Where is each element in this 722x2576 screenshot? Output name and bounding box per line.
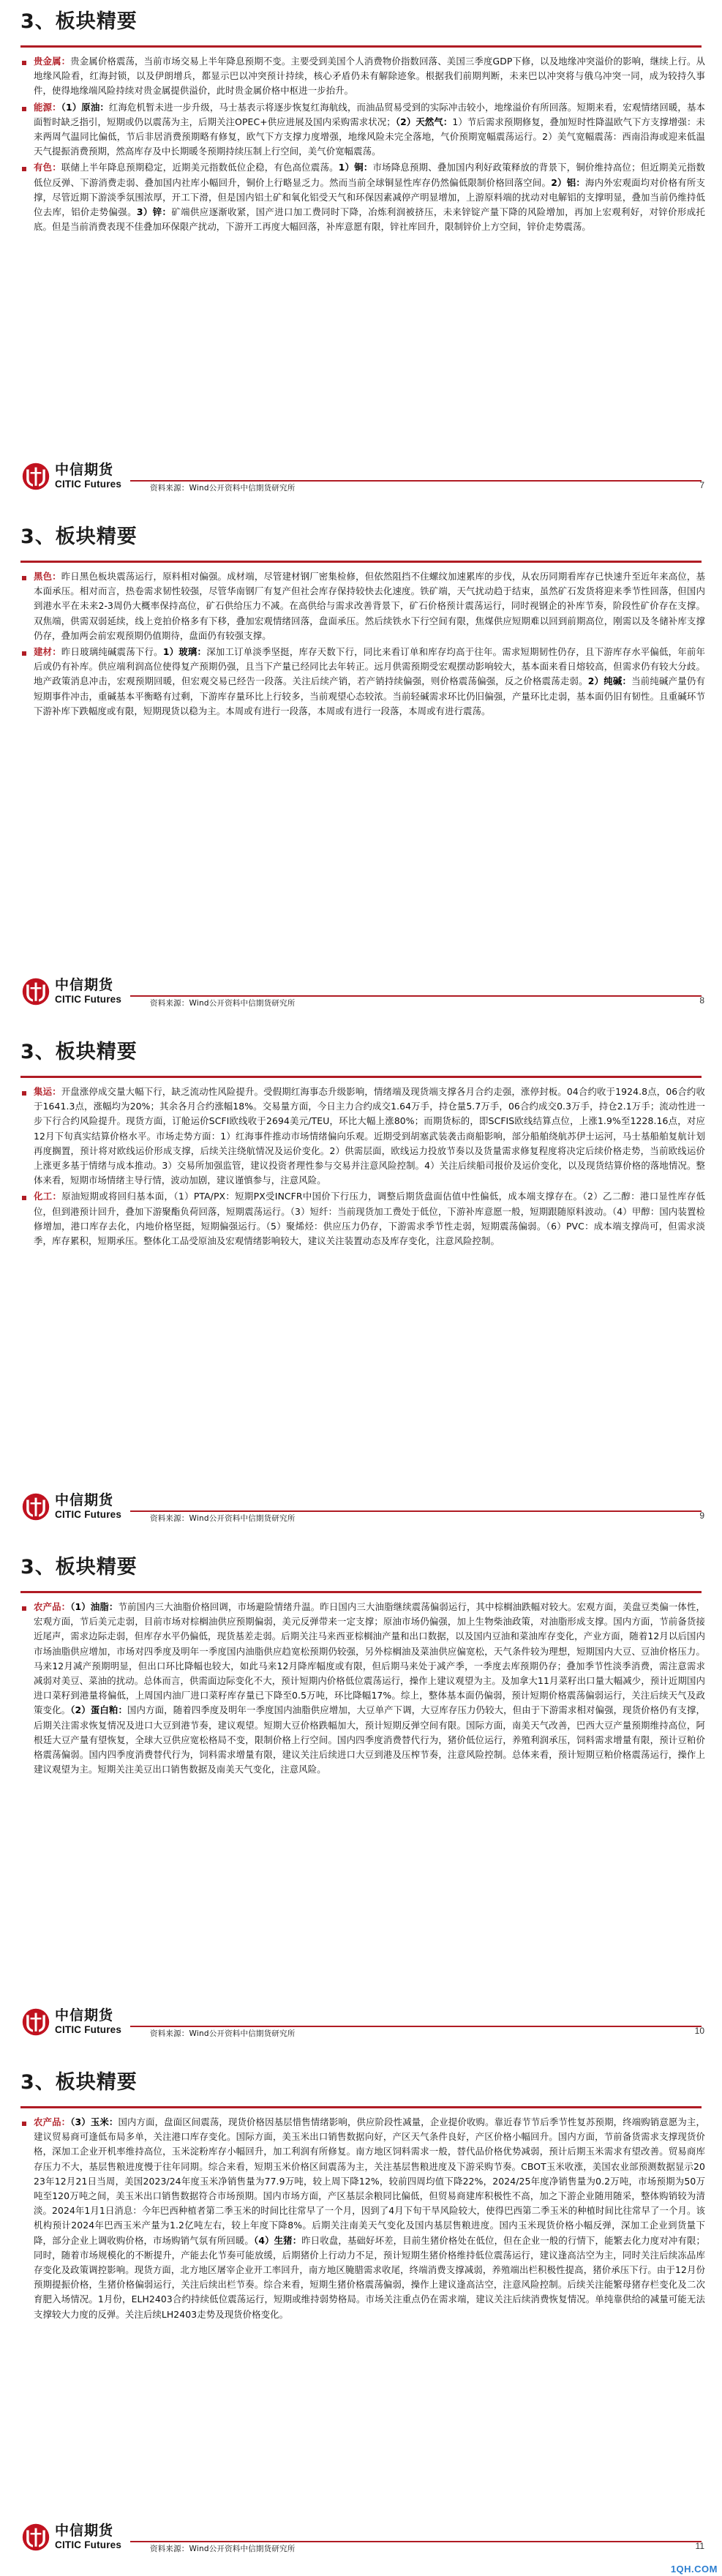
title-divider [20, 1591, 702, 1593]
title-divider [20, 1076, 702, 1078]
source-note: 资料来源：Wind公开资料中信期货研究所 [150, 482, 299, 493]
square-bullet-icon [22, 107, 26, 111]
sub-item-label: 2）铝： [551, 176, 585, 188]
brand-wordmark [55, 1494, 121, 1520]
brand-logo [22, 2523, 121, 2551]
citic-logo-icon [22, 1493, 50, 1521]
page-number: 9 [699, 1510, 704, 1521]
bullet-section [20, 1600, 705, 1777]
page-title: 3、板块精要 [20, 525, 138, 548]
citic-logo-icon [22, 463, 50, 490]
bullet-section [20, 1085, 705, 1188]
brand-logo [22, 2008, 121, 2036]
slide-footer [0, 1493, 722, 1527]
square-bullet-icon [22, 61, 26, 65]
sub-item-label: （3）玉米： [70, 2116, 119, 2127]
sub-item-label: 3）锌： [136, 206, 172, 218]
footer-divider [130, 2541, 702, 2542]
section-paragraph: 农产品：（1）油脂：节前国内三大油脂价格回调，市场避险情绪升温。昨日国内三大油脂继续震荡偏弱运行，其中棕榈油跌幅对较大。宏观方面，美盘豆类偏一体性，宏观方面，节后美元走弱，目前市场对棕榈油供应预期偏弱，美元反弹带来一定支撑；原油市场仍偏强，加上生物柴油政策，对油脂形成支撑。国内方面，节前备货接近尾声，需求边际走弱，但库存水平仍偏低，现货基差走弱。后期关注马来西亚棕榈油产量和出口数据，以及国内豆油和菜油库存变化，产业方面，随着12月以后国内市场油脂供应增加，市场对四季度及明年一季度国内油脂供应趋宽松预期仍较强，另外棕榈油及菜油供应偏宽松，天气条件较为理想，短期国内大豆、豆油价格压力。马来12月减产预期明显，但出口环比降幅也较大，如此马来12月降库幅度或有限，但后期马来处于减产季，一季度去库预期仍存；叠加季节性淡季消费，需注意需求减弱对美豆、菜油的扰动。总体而言，供需面边际变化不大，预计短期内价格低位震荡运行，操作上建议观望为主。及加拿大11月菜籽出口量大幅减少，预计近期国内进口菜籽到港量将偏低，上周国内油厂进口菜籽库存量已下降至0.5万吨，环比降幅17%。综上，整体基本面仍偏弱，预计短期价格震荡偏弱运行，关注后续天气及政策变化。（2）蛋白粕：国内方面，随着四季度及明年一季度国内油脂供应增加，大豆单产下调，大豆库存压力仍较大，但由于下游需求相对偏强，现货价格仍有支撑，后期关注需求恢复情况及进口大豆到港节奏，建议观望。短期大豆价格跌幅加大，预计短期反弹空间有限。国际方面，南美天气改善，巴西大豆产量预期维持高位，阿根廷大豆产量有望恢复，全球大豆供应宽松格局不变，限制价格上行空间。国内四季度消费替代行为，猪价低位运行，养殖利润承压，饲料需求增量有限，预计豆粕价格震荡偏弱。国内四季度消费替代行为，饲料需求增量有限，建议关注后续进口大豆到港及压榨节奏，注意风险控制。总体来看，预计短期豆粕价格震荡运行，操作上建议观望为主。短期关注美豆出口销售数据及南美天气变化，注意风险。 [34, 1601, 705, 1775]
square-bullet-icon [22, 1091, 26, 1096]
title-divider [20, 561, 702, 563]
title-divider [20, 2106, 702, 2108]
brand-name-en: CITIC Futures [55, 2024, 122, 2036]
bullet-section [20, 160, 705, 234]
page-title: 3、板块精要 [20, 1041, 138, 1063]
brand-name-cn: 中信期货 [55, 977, 114, 994]
footer-divider [130, 995, 702, 997]
page-title: 3、板块精要 [20, 2071, 138, 2094]
page-title: 3、板块精要 [20, 1556, 138, 1579]
slide-body [20, 54, 705, 236]
section-category-label: 有色： [34, 162, 61, 173]
brand-name-cn: 中信期货 [55, 2007, 114, 2024]
brand-wordmark [55, 2009, 121, 2035]
section-paragraph: 黑色：昨日黑色板块震荡运行，原料相对偏强。成材端，尽管建材钢厂密集检修，但依然阻挡不住螺纹加速累库的步伐，从农历同期看库存已快速升至近年来高位，基本面承压。相对而言，热卷需求韧性较强，尽管华南钢厂有复产但社会库存保持较快去化速度。铁矿端，天气扰动趋于结束，虽然矿石发货将迎来季节性回落，但国内到港水平在未来2-3周仍大概率保持高位，矿石供给压力不减。在高供给与需求改善背景下，矿石价格预计震荡运行，同时视钢企的补库节奏，阶段性矿价存在支撑。双焦端，供需双弱延续，线上竞拍价格多有下移，叠加宏观情绪回落，盘面承压。然后续铁水下行空间有限，焦煤供应短期难以回到前期高位，刚需以及冬储补库支撑仍存，叠加两会前宏观预期仍值期待，盘面仍有较强支撑。 [34, 571, 705, 641]
citic-logo-icon [22, 2523, 50, 2551]
slide-page [0, 515, 722, 1030]
slide-page [0, 0, 722, 515]
brand-name-en: CITIC Futures [55, 2539, 122, 2551]
sub-item-label: （1）原油： [61, 101, 109, 113]
section-category-label: 建材： [34, 646, 61, 658]
brand-wordmark [55, 463, 121, 490]
slide-page [0, 1546, 722, 2061]
section-category-label: 贵金属： [34, 56, 71, 67]
bullet-section [20, 645, 705, 719]
sub-item-label: （2）天然气： [395, 116, 453, 127]
brand-name-cn: 中信期货 [55, 2523, 114, 2539]
section-paragraph: 建材：昨日玻璃纯碱震荡下行。1）玻璃：深加工订单淡季坚挺，库存天数下行，同比来看订单和库存均高于往年。需求短期韧性仍存，且下游库存水平偏低，年前年后或仍有补库。供应端利润高位使得复产预期仍强，且当下产量已经同比去年转正。远月供需预期受宏观摆动影响较大，基本面来看日熔较高，但需求仍有较大分歧。地产政策消息冲击，宏观预期回暖，但宏观交易已经告一段落。关注后续产销，若产销持续偏强，则价格震荡偏强，反之价格震荡走弱。2）纯碱：当前纯碱产量仍有短期事件冲击，重碱基本平衡略有过剩，下游库存量环比上行较多，当前观望心态较浓。当前轻碱需求环比仍旧偏强，产量环比走弱，基本面仍旧有韧性。且重碱环节下游补库下跌幅度或有限，短期现货以稳为主。本周或有进行一段落，本周或有进行一段落，本周或有进行震荡。 [34, 646, 705, 716]
brand-name-cn: 中信期货 [55, 1492, 114, 1509]
page-number: 8 [699, 995, 704, 1006]
source-note: 资料来源：Wind公开资料中信期货研究所 [150, 2028, 299, 2039]
bullet-section [20, 1189, 705, 1248]
section-paragraph: 能源：（1）原油：红海危机暂未进一步升级，马士基表示将逐步恢复红海航线，而油品贸易受到的实际冲击较小，地缘溢价有所回落。短期来看，宏观情绪回暖，基本面暂时缺乏指引，短期或仍以震荡为主，后期关注OPEC+供应进展及国内采购需求状况；（2）天然气：1）节后需求预期修复，叠加短时性降温欧气下方支撑增强：未来两周气温同比偏低，节后非居消费预期略有修复，欧气下方支撑力度增强，地缘风险未完全落地，气价预期宽幅震荡运行。2）美气宽幅震荡：西南沿海或迎来低温天气提振消费预期，然高库存及中长期暖冬预期持续压制上行空间，美气价宽幅震荡。 [34, 101, 706, 157]
bullet-section [20, 100, 705, 160]
brand-name-en: CITIC Futures [55, 994, 122, 1006]
sub-item-label: 1）玻璃： [162, 646, 207, 658]
brand-logo [22, 463, 121, 490]
slide-footer [0, 2523, 722, 2557]
sub-item-label: （4）生猪： [253, 2234, 302, 2246]
section-category-label: 黑色： [34, 571, 61, 582]
slide-footer [0, 2008, 722, 2042]
slide-page [0, 2061, 722, 2576]
section-paragraph: 有色：联储上半年降息预期稳定，近期美元指数低位企稳，有色高位震荡。1）铜：市场降息预期、叠加国内利好政策释放的背景下，铜价维持高位；但近期美元指数低位反弹、下游消费走弱、叠加国内社库小幅回升，铜价上行略显乏力。然而当前全球铜显性库存仍然偏低限制价格回落空间。2）铝：海内外宏观面均对价格有所支撑，尽管近期下游淡季氛围浓厚，开工下滑，但是国内铝土矿和氧化铝受天气和环保因素减停产明显增加，上游原料端的扰动对电解铝的支撑明显，叠加当前仍维持低位去库，铝价走势偏强。3）锌：矿端供应逐渐收紧，国产进口加工费同时下降，冶炼利润被挤压，未来锌锭产量下降的风险增加，再加上宏观利好，对锌价形成托底。但是当前消费表现不佳叠加环保限产扰动，下游开工再度大幅回落，补库意愿有限，锌社库回升，限制锌价上方空间，锌价走势震荡。 [34, 162, 705, 233]
brand-wordmark [55, 978, 121, 1005]
page-title: 3、板块精要 [20, 10, 138, 33]
square-bullet-icon [22, 2122, 26, 2126]
section-paragraph: 集运：开盘涨停成交量大幅下行，缺乏流动性风险提升。受假期红海事态升级影响，情绪端及现货端支撑各月合约走强，涨停封板。04合约收于1924.8点，06合约收于1641.3点，涨幅均为20%；其余各月合约涨幅18%。交易量方面，今日主力合约成交1.64万手，持仓量5.7万手，06合约成交0.3万手，持仓2.1万手；流动性进一步下行合约风险提升。现货方面，订舱运价SCFI欧线收于2694美元/TEU，环比大幅上涨80%；而期货标的，即SCFIS欧线结算点位，上涨1.9%至1228.16点，对应12月下旬真实结算价格水平。市场走势方面：1）红海事件推动市场情绪偏向乐观。近期受到胡塞武装袭击商船影响，部分船舶绕航苏伊士运河，马士基船舶复航计划再度搁置，预计将对欧线运价形成支撑，后续关注绕航情况及运价变化。2）供需层面，欧线运力投放节奏以及货量需求修复程度将决定后续价格走势，当前欧线运价上涨更多基于情绪与成本推动。3）交易所加强监管，建议投资者理性参与交易并注意风险控制。4）关注后续船司报价及运价变化，以及现货结算价格的落地情况。整体来看，短期市场情绪主导行情，波动加剧，建议谨慎参与，注意风险。 [34, 1086, 705, 1186]
slide-page [0, 1030, 722, 1546]
citic-logo-icon [22, 2008, 50, 2036]
page-number: 10 [694, 2026, 704, 2036]
footer-divider [130, 2026, 702, 2027]
slide-body [20, 569, 705, 720]
square-bullet-icon [22, 651, 26, 656]
brand-name-en: CITIC Futures [55, 1509, 122, 1521]
brand-logo [22, 978, 121, 1006]
brand-name-cn: 中信期货 [55, 462, 114, 479]
bullet-section [20, 2115, 705, 2322]
section-paragraph: 化工：原油短期或将回归基本面，（1）PTA/PX：短期PX受INCFR中国价下行压力，调整后期货盘面估值中性偏低，成本端支撑存在。（2）乙二醇：港口显性库存低位，但到港预计回升，叠加下游聚酯负荷回落，短期震荡运行。（3）短纤：当前现货加工费处于低位，下游补库意愿一般，短期跟随原料波动。（4）甲醇：国内装置检修增加，港口库存去化，内地价格坚挺，短期偏强运行。（5）聚烯烃：供应压力仍存，下游需求季节性走弱，短期震荡偏弱。（6）PVC：成本端支撑尚可，但需求淡季，库存累积，短期承压。整体化工品受原油及宏观情绪影响较大，建议关注装置动态及库存变化，注意风险控制。 [34, 1191, 705, 1247]
bullet-section [20, 569, 705, 643]
square-bullet-icon [22, 1196, 26, 1200]
footer-divider [130, 1510, 702, 1512]
section-category-label: 化工： [34, 1191, 62, 1202]
section-category-label: 集运： [34, 1086, 61, 1097]
slide-body [20, 2115, 705, 2324]
title-divider [20, 45, 702, 48]
brand-name-en: CITIC Futures [55, 479, 122, 490]
section-paragraph: 贵金属：贵金属价格震荡，当前市场交易上半年降息预期不变。主要受到美国个人消费物价指数回落、美国三季度GDP下修，以及地缘冲突溢价的影响，继续上行。从地缘风险看，红海封锁，以及伊朗增兵，都显示巴以冲突预计持续，核心矛盾仍未有解除迹象。根据我们前期判断，未来巴以冲突将与俄乌冲突一同，成为较持久事件，使得地缘端风险持续对贵金属提供溢价，此时贵金属价格中枢进一步抬升。 [34, 56, 705, 97]
brand-logo [22, 1493, 121, 1521]
sub-item-label: （1）油脂： [70, 1601, 119, 1612]
sub-item-label: 1）铜： [338, 162, 373, 173]
page-number: 11 [695, 2541, 704, 2551]
square-bullet-icon [22, 167, 26, 171]
citic-logo-icon [22, 978, 50, 1006]
section-category-label: 能源： [34, 101, 61, 113]
section-category-label: 农产品： [34, 2116, 71, 2127]
square-bullet-icon [22, 576, 26, 580]
source-note: 资料来源：Wind公开资料中信期货研究所 [150, 1513, 299, 1524]
brand-wordmark [55, 2524, 121, 2550]
page-number: 7 [699, 480, 704, 490]
sub-item-label: 2）纯碱： [587, 675, 632, 687]
watermark: 1QH.COM [670, 2564, 718, 2575]
sub-item-label: （2）蛋白粕： [70, 1704, 127, 1716]
slide-body [20, 1085, 705, 1250]
slide-footer [0, 463, 722, 496]
footer-divider [130, 480, 702, 482]
source-note: 资料来源：Wind公开资料中信期货研究所 [150, 2543, 299, 2554]
source-note: 资料来源：Wind公开资料中信期货研究所 [150, 997, 299, 1008]
square-bullet-icon [22, 1606, 26, 1611]
slide-footer [0, 978, 722, 1011]
section-category-label: 农产品： [34, 1601, 71, 1612]
slide-body [20, 1600, 705, 1778]
bullet-section [20, 54, 705, 99]
section-paragraph: 农产品：（3）玉米：国内方面，盘面区间震荡，现货价格因基层惜售情绪影响，供应阶段性减量，企业提价收购。靠近春节节后季节性复苏预期，终端购销意愿为主，建议贸易商可逢低布局多单，关注港口库存变化。国际方面，美玉米出口销售数据向好，产区天气条件良好，产区价格小幅回升。国内方面，节前备货需求支撑现货价格，深加工企业开机率维持高位，玉米淀粉库存小幅回升，加工利润有所修复。南方地区饲料需求一般，替代品价格优势减弱，预计后期玉米需求有望改善。贸易商库存压力不大，基层售粮进度慢于往年同期。综合来看，短期玉米价格区间震荡为主，关注基层售粮进度及下游采购节奏。CBOT玉米收涨，美国农业部预测数据显示2023年12月21日当周，美国2023/24年度玉米净销售量为77.9万吨，较上周下降12%，较前四周均值下降22%，2024/25年度净销售量为0.2万吨，市场预期为50万吨至120万吨之间，美玉米出口销售数据符合市场预期。国内市场方面，产区基层余粮同比偏低，但贸易商建库积极性不高，加之下游企业随用随采，整体购销较为清淡。2024年1月1日消息：今年巴西种植者第二季玉米的时间比往常早了一个月，因到了4月下旬干旱风险较大，使得巴西第二季玉米的种植时间比往常早了一个月。该机构预计2024年巴西玉米产量为1.2亿吨左右，较上年度下降8%。后期关注南美天气变化及国内基层售粮进度。国内玉米现货价格小幅反弹，深加工企业到货量下降，部分企业上调收购价格，市场购销气氛有所回暖。（4）生猪：昨日收盘，基础好坏差，目前生猪价格处在低位，但在企业一般的行情下，能繁去化力度对冲有限；同时，随着市场规模化的不断提升，产能去化节奏可能放缓，后期猪价上行动力不足，预计短期生猪价格维持低位震荡运行，建议逢高沽空为主，同时关注后续冻品库存变化及政策调控影响。现货方面，北方地区屠宰企业开工率回升，南方地区腌腊需求收尾，终端消费支撑减弱，养殖端出栏积极性提高，猪价承压下行。由于12月份预期提振价格，生猪价格偏弱运行，关注后续出栏节奏。综合来看，短期生猪价格震荡偏弱，操作上建议逢高沽空，注意风险控制。后续关注能繁母猪存栏变化及二次育肥入场情况。1月份，ELH2403合约持续低位震荡运行，短期或维持弱势格局。市场关注重点仍在需求端，建议关注后续消费恢复情况。单纯靠供给的减量可能无法支撑较大力度的反弹。关注后续LH2403走势及现货价格变化。 [34, 2116, 705, 2320]
